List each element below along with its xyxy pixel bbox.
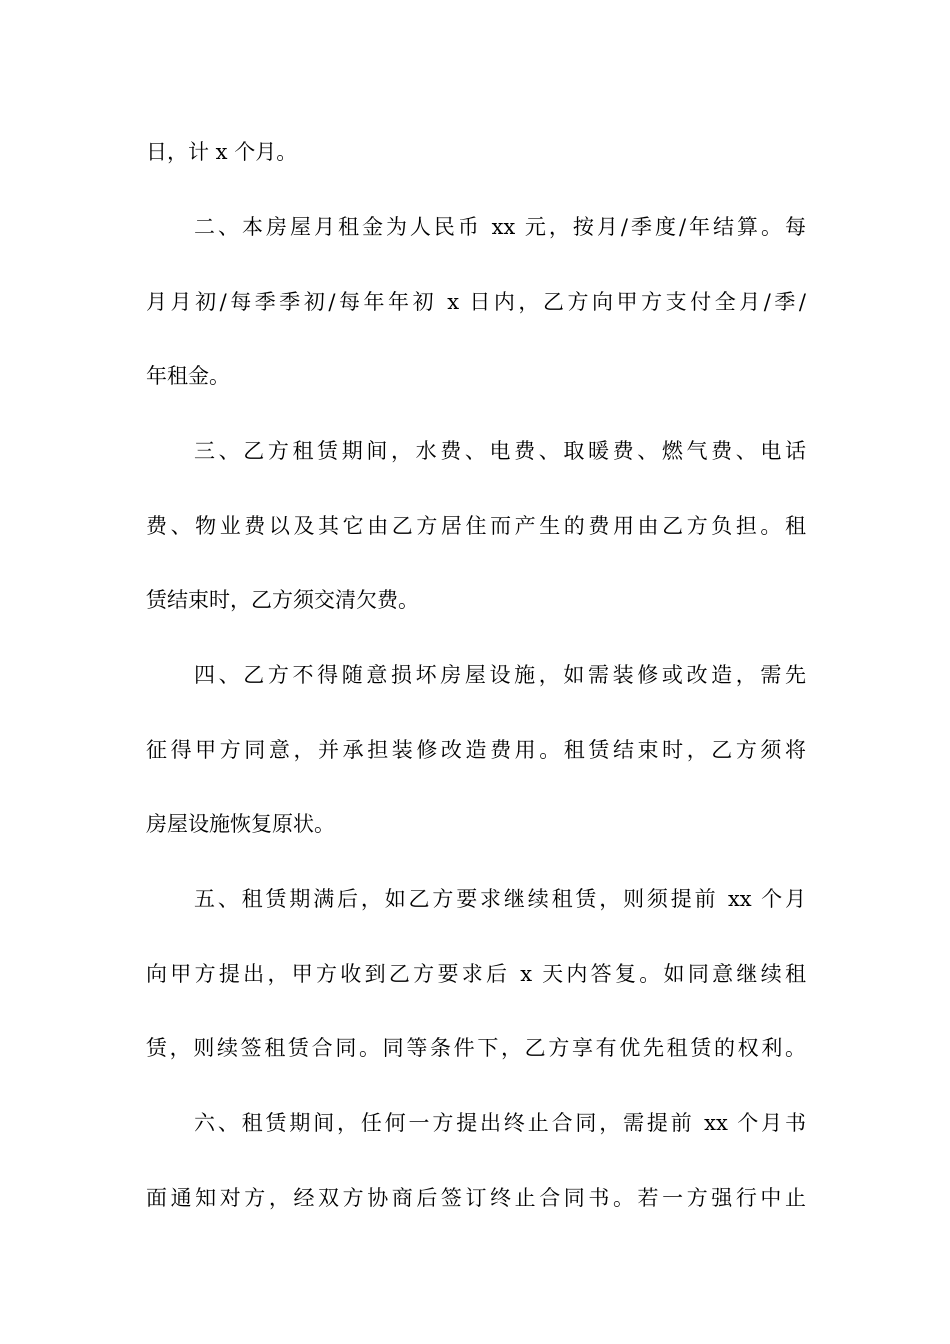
paragraph-5-line-2: 向甲方提出，甲方收到乙方要求后 x 天内答复。如同意继续租 bbox=[146, 962, 806, 986]
paragraph-6-line-2: 面通知对方，经双方协商后签订终止合同书。若一方强行中止 bbox=[146, 1186, 806, 1210]
paragraph-2-line-3: 年租金。 bbox=[146, 364, 230, 388]
paragraph-6-line-1: 六、租赁期间，任何一方提出终止合同，需提前 xx 个月书 bbox=[194, 1111, 806, 1135]
paragraph-4-line-1: 四、乙方不得随意损坏房屋设施，如需装修或改造，需先 bbox=[194, 663, 806, 687]
paragraph-3-line-3: 赁结束时，乙方须交清欠费。 bbox=[146, 588, 419, 612]
text-line: 日，计 x 个月。 bbox=[146, 140, 298, 164]
paragraph-4-line-3: 房屋设施恢复原状。 bbox=[146, 812, 335, 836]
paragraph-2-line-2: 月月初/每季季初/每年年初 x 日内，乙方向甲方支付全月/季/ bbox=[146, 290, 806, 314]
paragraph-3-line-1: 三、乙方租赁期间，水费、电费、取暖费、燃气费、电话 bbox=[194, 439, 806, 463]
paragraph-4-line-2: 征得甲方同意，并承担装修改造费用。租赁结束时，乙方须将 bbox=[146, 738, 806, 762]
paragraph-3-line-2: 费、物业费以及其它由乙方居住而产生的费用由乙方负担。租 bbox=[146, 514, 806, 538]
paragraph-5-line-1: 五、租赁期满后，如乙方要求继续租赁，则须提前 xx 个月 bbox=[194, 887, 806, 911]
paragraph-2-line-1: 二、本房屋月租金为人民币 xx 元，按月/季度/年结算。每 bbox=[194, 215, 806, 239]
paragraph-5-line-3: 赁，则续签租赁合同。同等条件下，乙方享有优先租赁的权利。 bbox=[146, 1036, 806, 1060]
